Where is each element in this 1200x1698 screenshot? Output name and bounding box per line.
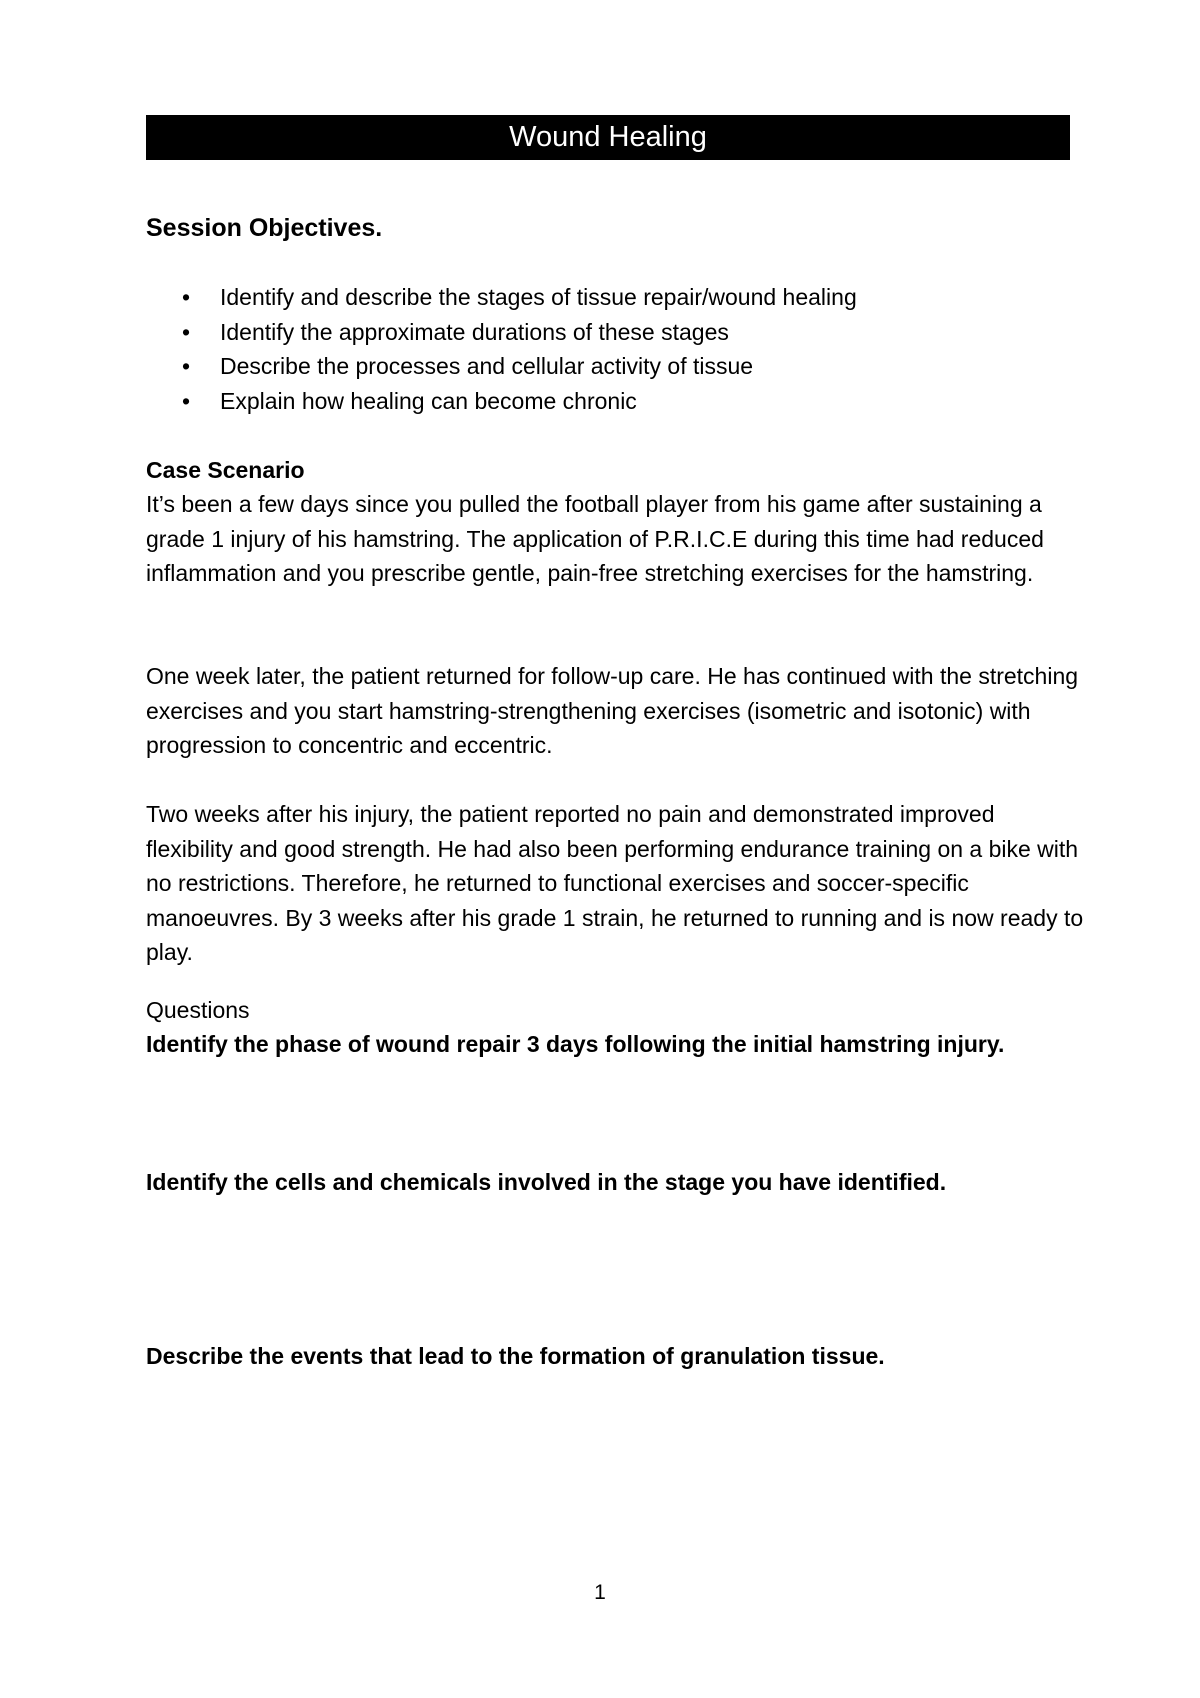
bullet-icon: • <box>182 318 191 345</box>
list-item <box>146 349 857 384</box>
objective-text: Identify and describe the stages of tissue repair/wound healing <box>220 284 857 310</box>
list-item <box>146 315 857 350</box>
list-item <box>146 384 857 419</box>
question-3: Describe the events that lead to the formation of granulation tissue. <box>146 1343 885 1369</box>
case-paragraph-1 <box>146 487 1086 591</box>
list-item <box>146 280 857 315</box>
page-number: 1 <box>594 1581 606 1604</box>
bullet-icon: • <box>182 387 191 414</box>
document-title: Wound Healing <box>146 115 1070 160</box>
questions-heading: Questions <box>146 997 250 1023</box>
bullet-icon: • <box>182 284 191 310</box>
objective-text: Explain how healing can become chronic <box>220 387 637 414</box>
objective-text: Identify the approximate durations of these stages <box>220 318 729 345</box>
session-objectives-heading: Session Objectives. <box>146 214 383 242</box>
case-scenario-heading: Case Scenario <box>146 457 305 483</box>
question-2: Identify the cells and chemicals involved in the stage you have identified. <box>146 1169 947 1195</box>
bullet-icon: • <box>182 353 191 379</box>
paragraph-text: Two weeks after his injury, the patient reported no pain and demonstrated improved flexibility and good strength. He had also been performing endurance training on a bike with no restrictions. Therefore, he returned to functional exercises and soccer-specific manoeuvres. By 3 weeks after his grade 1 strain, he returned to running and is now ready to play. <box>146 801 1084 965</box>
objectives-list <box>146 280 857 418</box>
paragraph-text: One week later, the patient returned for follow-up care. He has continued with the stretching exercises and you start hamstring-strengthening exercises (isometric and isotonic) with progression to concentric and eccentric. <box>146 663 1079 758</box>
case-paragraph-3 <box>146 797 1086 970</box>
objective-text: Describe the processes and cellular activity of tissue <box>220 353 754 379</box>
paragraph-text: It’s been a few days since you pulled the football player from his game after sustaining a grade 1 injury of his hamstring. The application of P.R.I.C.E during this time had reduced inflammation and you prescribe gentle, pain-free stretching exercises for the hamstring. <box>146 491 1044 586</box>
case-paragraph-2 <box>146 659 1086 763</box>
question-1: Identify the phase of wound repair 3 days following the initial hamstring injury. <box>146 1031 1005 1057</box>
